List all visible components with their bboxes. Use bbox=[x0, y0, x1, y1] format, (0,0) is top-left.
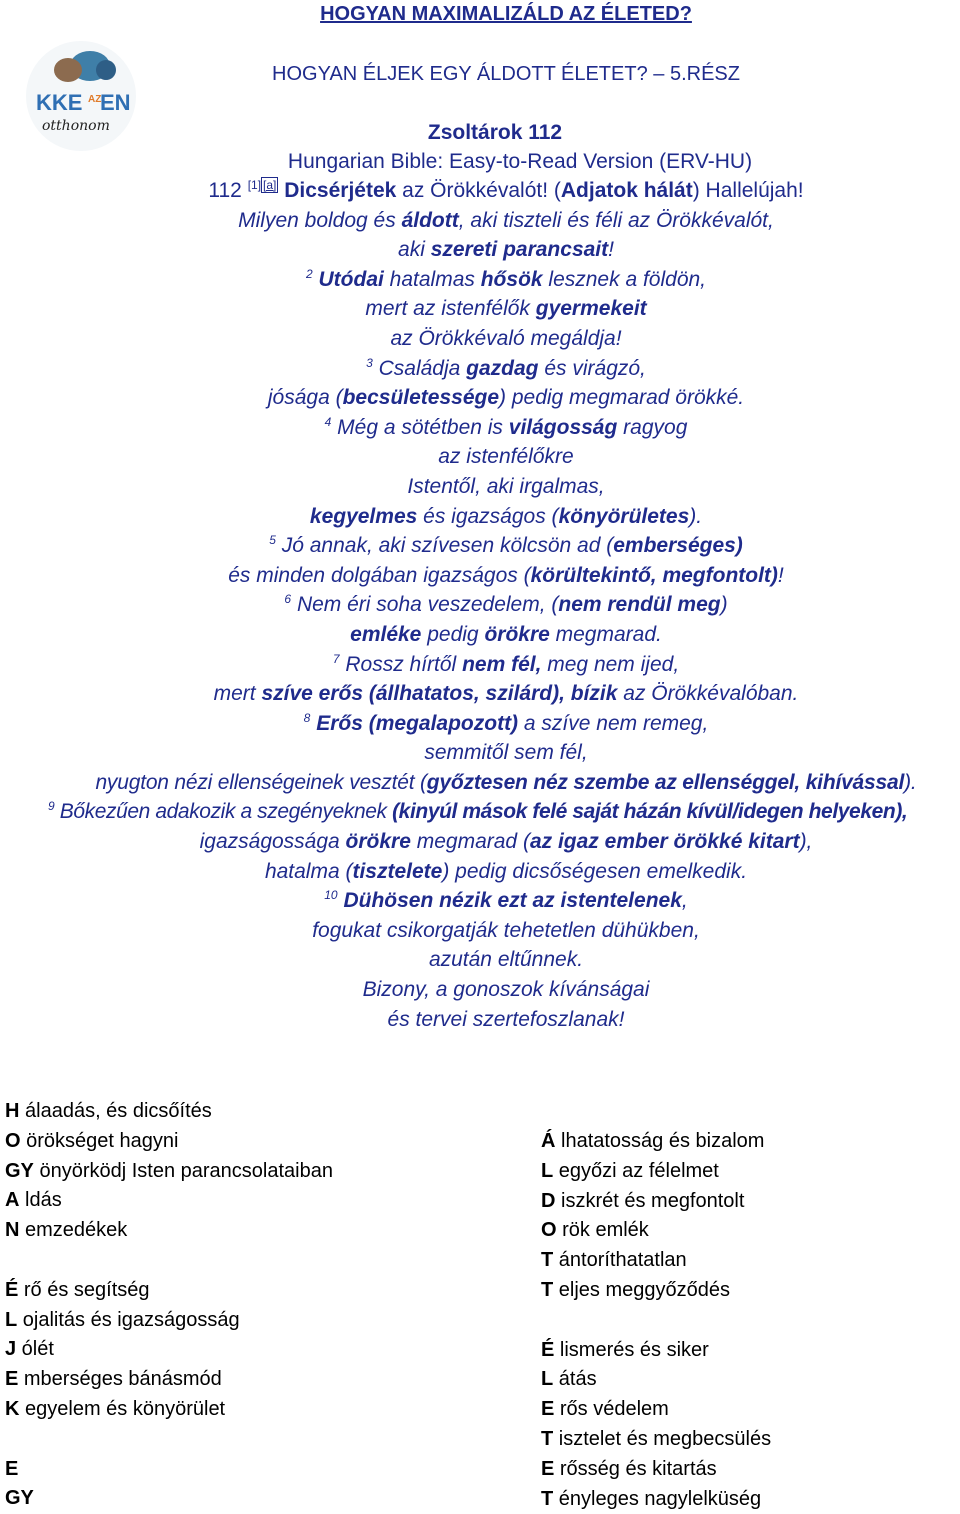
poem-line: semmitől sem fél, bbox=[424, 741, 588, 765]
acrostic-row: J ólét bbox=[5, 1338, 54, 1361]
logo-text-main: KKE bbox=[36, 90, 83, 115]
poem-line: $^{10}$ Dühösen nézik ezt az istentelenek, bbox=[324, 888, 688, 913]
acrostic-row: É rő és segítség bbox=[5, 1278, 150, 1301]
acrostic-row bbox=[5, 1425, 333, 1455]
acrostic-row: E mberséges bánásmód bbox=[5, 1368, 222, 1391]
poem-line: $^5$ Jó annak, aki szívesen kölcsön ad (emberséges) bbox=[269, 533, 743, 558]
poem-line: $^4$ Még a sötétben is világosság ragyog bbox=[324, 414, 688, 439]
acrostic-row: T ántoríthatatlan bbox=[541, 1249, 687, 1272]
acrostic-row bbox=[541, 1306, 771, 1336]
poem-line: $^3$ Családja gazdag és virágzó, bbox=[366, 355, 646, 380]
acrostic-row: T isztelet és megbecsülés bbox=[541, 1427, 772, 1450]
acrostic-row: T ényleges nagylelküség bbox=[541, 1487, 762, 1510]
poem-line: emléke pedig örökre megmarad. bbox=[350, 622, 662, 646]
logo-text-end: EN bbox=[100, 90, 131, 115]
footnote-link[interactable]: [a] bbox=[263, 178, 277, 192]
acrostic-row bbox=[5, 1246, 333, 1276]
acrostic-row: GY bbox=[5, 1487, 34, 1510]
acrostic-row: A ldás bbox=[5, 1189, 62, 1212]
acrostic-row: GY önyörködj Isten parancsolataiban bbox=[5, 1159, 333, 1182]
acrostic-row: É lismerés és siker bbox=[541, 1338, 709, 1361]
poem-line: 112 [1] [a] Dicsérjétek az Örökkévalót! (Adjatok hálát) Hallelújah! bbox=[208, 178, 804, 202]
acrostic-row: N emzedékek bbox=[5, 1219, 128, 1242]
poem-line: mert az istenfélők gyermekeit bbox=[365, 297, 647, 321]
acrostic-row: L egyőzi az félelmet bbox=[541, 1159, 719, 1182]
verse-number: 6 bbox=[284, 592, 292, 607]
poem-line: Bizony, a gonoszok kívánságai bbox=[362, 978, 650, 1002]
poem-line: $^9$ Bőkezűen adakozik a szegényeknek (kinyúl mások felé saját házán kívül/idegen helyeken), bbox=[48, 799, 908, 824]
acrostic-row: L átás bbox=[541, 1368, 597, 1391]
acrostic-row: H álaadás, és dicsőítés bbox=[5, 1100, 212, 1122]
poem-line: Milyen boldog és áldott, aki tiszteli és féli az Örökkévalót, bbox=[238, 208, 774, 232]
verse-number: 7 bbox=[332, 651, 340, 666]
poem-line: kegyelmes és igazságos (könyörületes). bbox=[309, 504, 703, 528]
verse-number: 10 bbox=[324, 888, 338, 903]
verse-number: 2 bbox=[305, 266, 313, 281]
poem-line: igazságossága örökre megmarad (az igaz ember örökké kitart), bbox=[199, 830, 813, 854]
acrostic-row: D iszkrét és megfontolt bbox=[541, 1189, 745, 1212]
poem-line: nyugton nézi ellenségeinek vesztét (győztesen néz szembe az ellenséggel, kihívással). bbox=[95, 770, 917, 794]
verse-number: 3 bbox=[366, 355, 373, 370]
acrostic-row: T eljes meggyőződés bbox=[541, 1278, 730, 1301]
poem-line: az Örökkévaló megáldja! bbox=[390, 326, 622, 350]
logo-text-script: otthonom bbox=[42, 118, 110, 134]
acrostic-row: O örökséget hagyni bbox=[5, 1129, 179, 1152]
poem-line: és minden dolgában igazságos (körültekintő, megfontolt)! bbox=[228, 563, 784, 587]
poem-line: $^6$ Nem éri soha veszedelem, (nem rendül meg) bbox=[284, 592, 728, 617]
acrostic-row: E bbox=[5, 1457, 19, 1480]
verse-number: 4 bbox=[324, 414, 332, 429]
acrostic-row: E rős védelem bbox=[541, 1398, 669, 1421]
verse-number: 9 bbox=[48, 799, 55, 814]
poem-line: aki szereti parancsait! bbox=[398, 238, 614, 262]
poem-line: mert szíve erős (állhatatos, szilárd), bízik az Örökkévalóban. bbox=[213, 682, 799, 706]
poem-line: jósága (becsületessége) pedig megmarad örökké. bbox=[267, 386, 745, 410]
poem-line: hatalma (tisztelete) pedig dicsőségesen emelkedik. bbox=[264, 859, 748, 883]
acrostic-row: O rök emlék bbox=[541, 1219, 649, 1242]
acrostic-row: Á lhatatosság és bizalom bbox=[541, 1130, 765, 1152]
poem-line: $^7$ Rossz hírtől nem fél, meg nem ijed, bbox=[332, 651, 680, 676]
poem-line: az istenfélőkre bbox=[438, 445, 574, 469]
poem-line: azután eltűnnek. bbox=[428, 948, 584, 972]
poem-line: $^2$ Utódai hatalmas hősök lesznek a földön, bbox=[305, 266, 707, 291]
chapter-number: 112 bbox=[208, 179, 242, 202]
verse-number: 5 bbox=[269, 533, 276, 548]
footnote-ref[interactable]: [1] bbox=[247, 178, 262, 192]
poem-line: és tervei szertefoszlanak! bbox=[387, 1007, 625, 1031]
page-subtitle: HOGYAN ÉLJEK EGY ÁLDOTT ÉLETET? – 5.RÉSZ bbox=[272, 63, 740, 85]
acrostic-right bbox=[541, 1127, 771, 1514]
poem-line: Istentől, aki irgalmas, bbox=[407, 474, 605, 498]
page-title: HOGYAN MAXIMALIZÁLD AZ ÉLETED? bbox=[320, 3, 692, 25]
psalm-title: Zsoltárok 112 bbox=[427, 121, 563, 144]
psalm-text bbox=[0, 176, 960, 1034]
acrostic-row: K egyelem és könyörület bbox=[5, 1397, 226, 1420]
poem-line: fogukat csikorgatják tehetetlen dühükben, bbox=[312, 918, 700, 942]
acrostic-row: E rősség és kitartás bbox=[541, 1457, 717, 1480]
acrostic-left bbox=[5, 1097, 333, 1514]
verse-number: 8 bbox=[303, 710, 311, 725]
bible-version: Hungarian Bible: Easy-to-Read Version (ERV-HU) bbox=[287, 150, 753, 173]
logo-text-small: AZ bbox=[88, 94, 102, 105]
poem-line: $^8$ Erős (megalapozott) a szíve nem remeg, bbox=[303, 710, 709, 735]
acrostic-row: L ojalitás és igazságosság bbox=[5, 1308, 240, 1331]
